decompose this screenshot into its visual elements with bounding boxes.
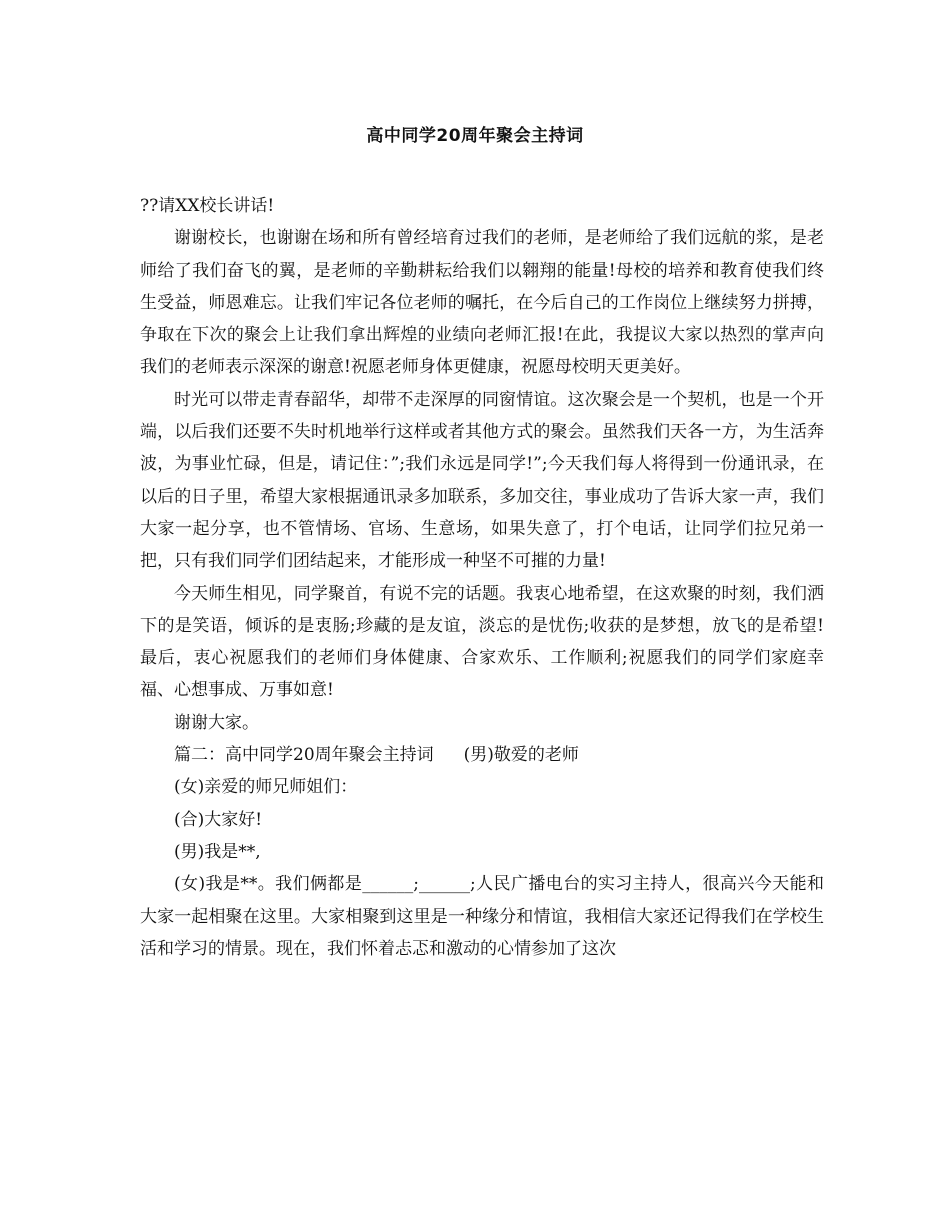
section2-line-together: (合)大家好! — [174, 809, 263, 830]
section2-heading: 篇二：高中同学20周年聚会主持词 — [174, 745, 434, 766]
section2-heading-line — [140, 739, 824, 771]
document-title: 高中同学20周年聚会主持词 — [366, 126, 584, 146]
paragraph-reunion-wishes: 今天师生相见，同学聚首，有说不完的话题。我衷心地希望，在这欢聚的时刻，我们洒下的是笑语，倾诉的是衷肠;珍藏的是友谊，淡忘的是忧伤;收获的是梦想，放飞的是希望! 最后，衷心祝愿我们的老师们身体健康、合家欢乐、工作顺利;祝愿我们的同学们家庭幸福、心想事成、万事如意! — [140, 583, 824, 701]
section2-line-female-intro: (女)我是**。我们俩都是______;______;人民广播电台的实习主持人，很高兴今天能和大家一起相聚在这里。大家相聚到这里是一种缘分和情谊，我相信大家还记得我们在学校生活和学习的情景。现在，我们怀着忐忑和激动的心情参加了这次 — [140, 874, 824, 959]
document-body — [140, 190, 824, 965]
paragraph-request: ??请XX校长讲话! — [140, 196, 275, 216]
section2-line-male-intro: (男)我是**, — [174, 841, 261, 862]
section2-heading-tail: (男)敬爱的老师 — [463, 745, 579, 766]
paragraph-thanks-principal: 谢谢校长，也谢谢在场和所有曾经培育过我们的老师，是老师给了我们远航的浆，是老师给了我们奋飞的翼，是老师的辛勤耕耘给我们以翱翔的能量!母校的培养和教育使我们终生受益，师恩难忘。让我们牢记各位老师的嘱托，在今后自己的工作岗位上继续努力拼搏，争取在下次的聚会上让我们拿出辉煌的业绩向老师汇报!在此，我提议大家以热烈的掌声向我们的老师表示深深的谢意!祝愿老师身体更健康，祝愿母校明天更美好。 — [140, 228, 824, 378]
section2-line-female-greeting: (女)亲爱的师兄师姐们： — [174, 777, 358, 798]
paragraph-thank-all: 谢谢大家。 — [174, 712, 259, 733]
paragraph-friendship: 时光可以带走青春韶华，却带不走深厚的同窗情谊。这次聚会是一个契机，也是一个开端，以后我们还要不失时机地举行这样或者其他方式的聚会。虽然我们天各一方，为生活奔波，为事业忙碌，但是，请记住：”;我们永远是同学!”;今天我们每人将得到一份通讯录，在以后的日子里，希望大家根据通讯录多加联系，多加交往，事业成功了告诉大家一声，我们大家一起分享，也不管情场、官场、生意场，如果失意了，打个电话，让同学们拉兄弟一把，只有我们同学们团结起来，才能形成一种坚不可摧的力量! — [140, 389, 824, 572]
